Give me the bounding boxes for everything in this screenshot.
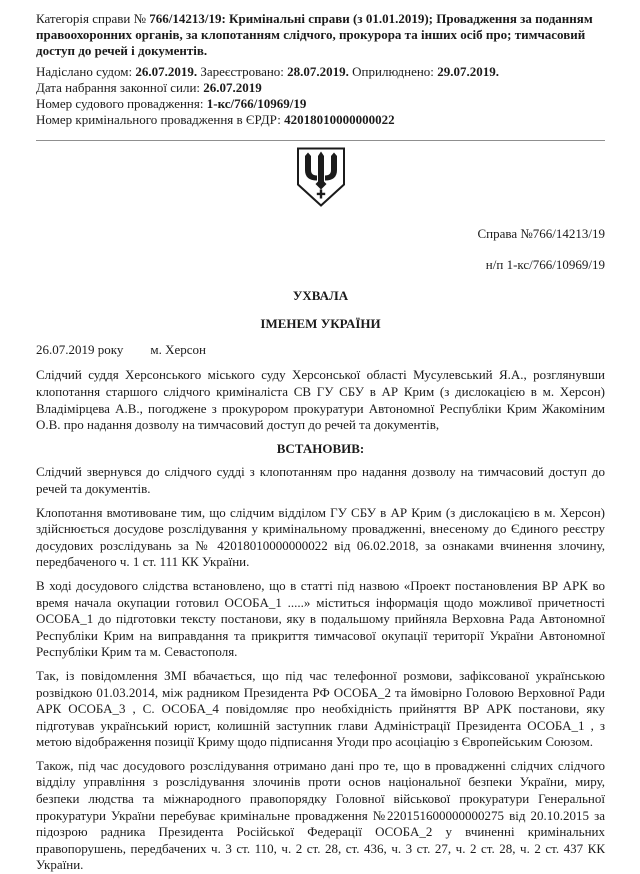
established-heading: ВСТАНОВИВ: (276, 440, 365, 456)
court-proceeding-label: Номер судового провадження: (36, 96, 204, 112)
case-number: Справа №766/14213/19 (477, 226, 605, 242)
decision-place: м. Херсон (150, 342, 207, 358)
body-paragraph-1: Слідчий звернувся до слідчого судді з клопотанням про надання дозволу на тимчасовий доступ до речей та документів. (36, 464, 605, 496)
body-paragraph-2: Клопотання вмотивоване тим, що слідчим відділом ГУ СБУ в АР Крим (з дислокацією в м. Херсон) здійснюється досудове розслідування у кримінальному провадженні, внесеному до Єдиного реєстру досудових розслідувань за № 42018010000000022 від 06.02.2018, за ознаками вчинення злочину, передбаченого ч. 1 ст. 111 КК України. (36, 504, 605, 570)
header-divider (36, 140, 605, 141)
document-title: УХВАЛА (292, 288, 349, 304)
proceeding-number: н/п 1-кс/766/10969/19 (485, 257, 605, 273)
intro-paragraph: Слідчий суддя Херсонського міського суду Херсонської області Мусулевський Я.А., розглянувши клопотання старшого слідчого криміналіста СВ ГУ СБУ в АР Крим (з дислокацією в м. Херсон) Владімірцева А.В., погоджене з прокурором прокуратури Автономної Республіки Крим Жакоміним О.В. про надання дозволу на тимчасовий доступ до речей та документів, (36, 367, 605, 433)
dateline (36, 341, 605, 358)
body-paragraph-3: В ході досудового слідства встановлено, що в статті під назвою «Проект постановления ВР АРК во время начала окупации готовил ОСОБА_1 .....» міститься інформація щодо можливої причетності ОСОБА_1 до підготовки тексту постанови, яку в подальшому прийняла Верховна Рада Автономної Республіки Крим на виправдання та прикриття тимчасової окупації території України Автономної Республіки Крим та м. Севастополя. (36, 577, 605, 660)
ukraine-coat-of-arms-icon (296, 147, 346, 207)
sent-date: 26.07.2019. (135, 63, 198, 79)
court-proceeding-number: 1-кс/766/10969/19 (206, 96, 307, 112)
trident-icon (296, 147, 346, 207)
decision-date: 26.07.2019 року (36, 342, 124, 358)
category-label: Категорія справи № (36, 11, 146, 26)
dates-line (36, 64, 605, 80)
sent-label: Надіслано судом: (36, 63, 133, 79)
legal-force-date: 26.07.2019 (203, 79, 262, 95)
registered-date: 28.07.2019. (287, 63, 349, 79)
registered-label: Зареєстровано: (200, 63, 284, 79)
legal-force-label: Дата набрання законної сили: (36, 79, 201, 95)
published-label: Оприлюднено: (352, 63, 434, 79)
erdr-number: 42018010000000022 (284, 112, 395, 128)
document-header (36, 11, 605, 128)
court-proceeding-line (36, 96, 605, 112)
case-references (36, 225, 605, 273)
category-value: 766/14213/19: Кримінальні справи (з 01.01.2019); Провадження за поданням правоохоронних органів, за клопотанням слідчого, прокурора та інших осіб про; тимчасовий доступ до речей і документів. (36, 11, 593, 59)
erdr-line (36, 112, 605, 128)
document-subtitle: ІМЕНЕМ УКРАЇНИ (260, 316, 381, 332)
published-date: 29.07.2019. (437, 63, 499, 79)
body-paragraph-4: Так, із повідомлення ЗМІ вбачається, що під час телефонної розмови, зафіксованої українською розвідкою 01.03.2014, між радником Президента РФ ОСОБА_2 та ймовірно Головою Верховної Ради АРК ОСОБА_3 , С. ОСОБА_4 повідомляє про необхідність прийняття ВР АРК постанови, яку підготував український юрист, колишній заступник глави Адміністрації Президента ОСОБА_1 , з метою відображення позиції Криму щодо підписання Угоди про асоціацію з Європейським Союзом. (36, 667, 605, 750)
erdr-label: Номер кримінального провадження в ЄРДР: (36, 112, 281, 128)
category-line (36, 11, 605, 60)
body-paragraph-5: Також, під час досудового розслідування отримано дані про те, що в провадженні слідчих слідчого відділу управління з розслідування злочинів проти основ національної безпеки України, миру, безпеки людства та міжнародного правопорядку Головної військової прокуратури Генеральної прокуратури України перебуває кримінальне провадження №220151600000000275 від 20.10.2015 за підозрою радника Президента Російської Федерації ОСОБА_2 у вчиненні кримінальних правопорушень, передбачених ч. 3 ст. 110, ч. 2 ст. 28, ст. 436, ч. 3 ст. 27, ч. 2 ст. 28, ч. 2 ст. 437 КК України. (36, 757, 605, 873)
legal-force-line (36, 80, 605, 96)
